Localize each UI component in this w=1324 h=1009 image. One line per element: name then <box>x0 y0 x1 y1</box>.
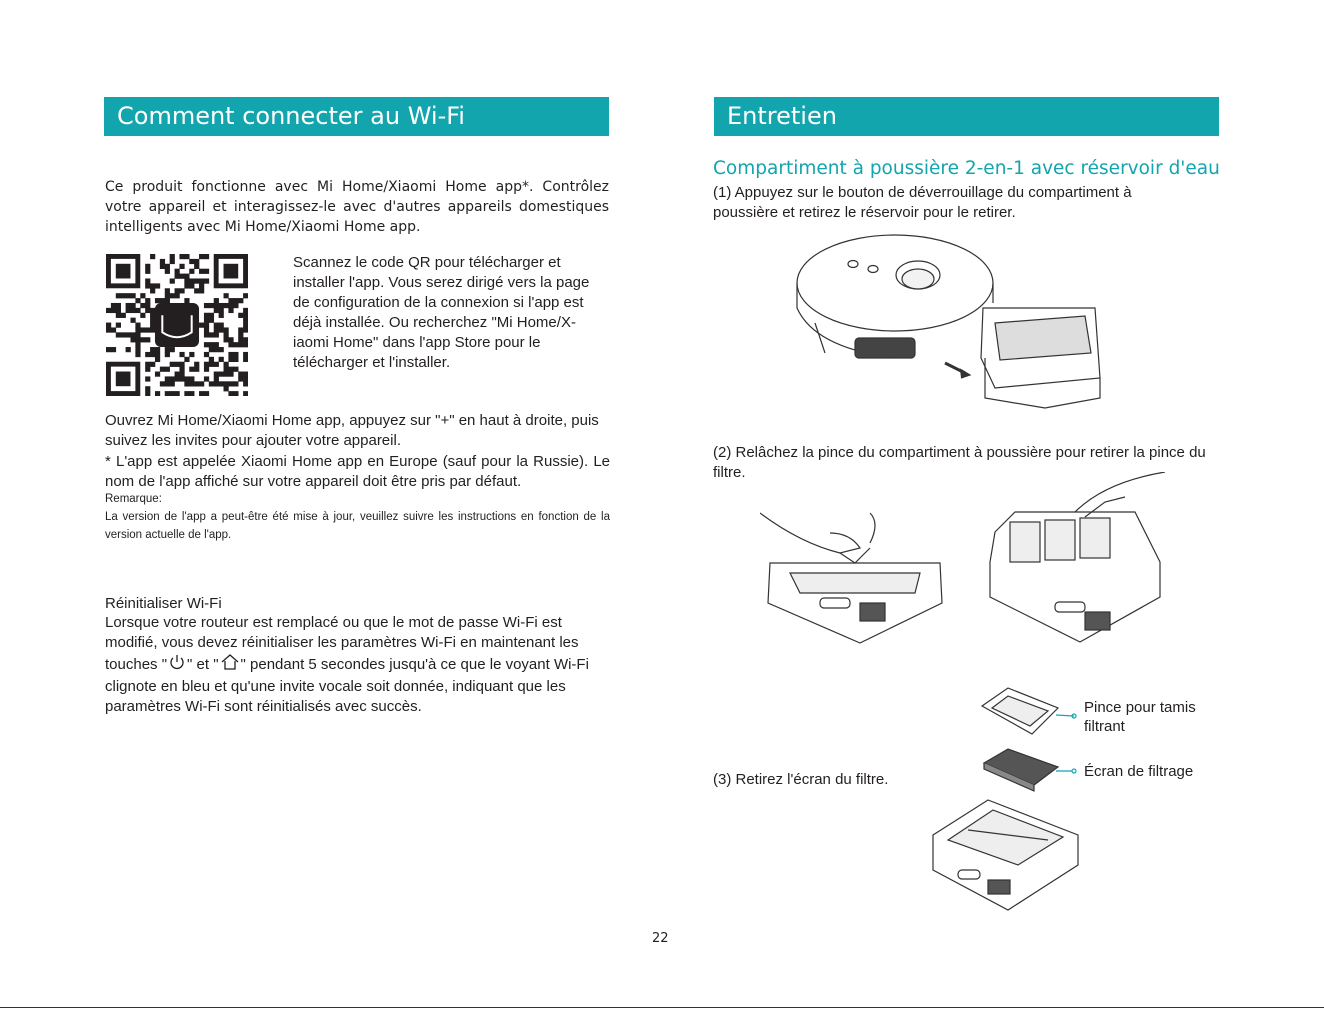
section-header-wifi: Comment connecter au Wi-Fi <box>104 97 609 136</box>
label-filter-screen: Écran de filtrage <box>1084 763 1194 780</box>
reset-text-part2: " et " <box>187 655 219 673</box>
bottom-divider <box>0 1007 1324 1008</box>
reset-text-part1: Lorsque votre routeur est remplacé ou que le mot de passe Wi-Fi est modifié, vous devez réinitialiser les paramètres Wi-Fi en maintenant les touches " <box>105 614 579 673</box>
reset-text-part3: " pendant 5 secondes jusqu'à ce que le voyant Wi-Fi clignote en bleu et qu'une invite vocale soit donnée, indiquant que les paramètres Wi-Fi sont réinitialisés avec succès. <box>105 655 589 715</box>
subtitle-dust-compartment: Compartiment à poussière 2-en-1 avec réservoir d'eau <box>713 158 1220 179</box>
open-app-instructions: Ouvrez Mi Home/Xiaomi Home app, appuyez sur "+" en haut à droite, puis suivez les invites pour ajouter votre appareil. <box>105 412 599 449</box>
remark-label: Remarque: <box>105 493 162 505</box>
qr-code <box>106 254 248 396</box>
filter-clip-illustration <box>978 686 1078 746</box>
qr-instructions: Scannez le code QR pour télécharger et installer l'app. Vous serez dirigé vers la page de configuration de la connexion si l'app est déjà installée. Ou recherchez "Mi Home/X-iaomi Home" dans l'app Store pour le télécharger et l'installer. <box>293 254 590 371</box>
remark-text: La version de l'app a peut-être été mise à jour, veuillez suivre les instructions en fonction de la version actuelle de l'app. <box>105 511 610 541</box>
label-filter-clip: Pince pour tamis filtrant <box>1084 699 1196 735</box>
reset-wifi-instructions <box>105 613 610 717</box>
step-3-text: (3) Retirez l'écran du filtre. <box>713 771 889 788</box>
robot-dustbin-illustration <box>795 228 1115 413</box>
release-clip-illustration-right <box>985 472 1175 648</box>
home-icon <box>219 653 241 677</box>
release-clip-illustration-left <box>760 493 950 648</box>
step-1-text: (1) Appuyez sur le bouton de déverrouillage du compartiment à poussière et retirez le réservoir pour le retirer. <box>713 184 1132 221</box>
intro-paragraph: Ce produit fonctionne avec Mi Home/Xiaomi Home app*. Contrôlez votre appareil et interagissez-le avec d'autres appareils domestiques intelligents avec Mi Home/Xiaomi Home app. <box>105 179 609 235</box>
reset-wifi-title: Réinitialiser Wi-Fi <box>105 595 222 612</box>
page-number: 22 <box>652 931 669 946</box>
power-icon <box>167 653 187 677</box>
app-name-footnote: * L'app est appelée Xiaomi Home app en Europe (sauf pour la Russie). Le nom de l'app affiché sur votre appareil doit être pris par défaut. <box>105 453 610 490</box>
filter-screen-illustration <box>978 743 1078 798</box>
step-2-text: (2) Relâchez la pince du compartiment à poussière pour retirer la pince du filtre. <box>713 444 1206 481</box>
dustbin-open-illustration <box>928 795 1088 915</box>
section-header-maintenance: Entretien <box>714 97 1219 136</box>
